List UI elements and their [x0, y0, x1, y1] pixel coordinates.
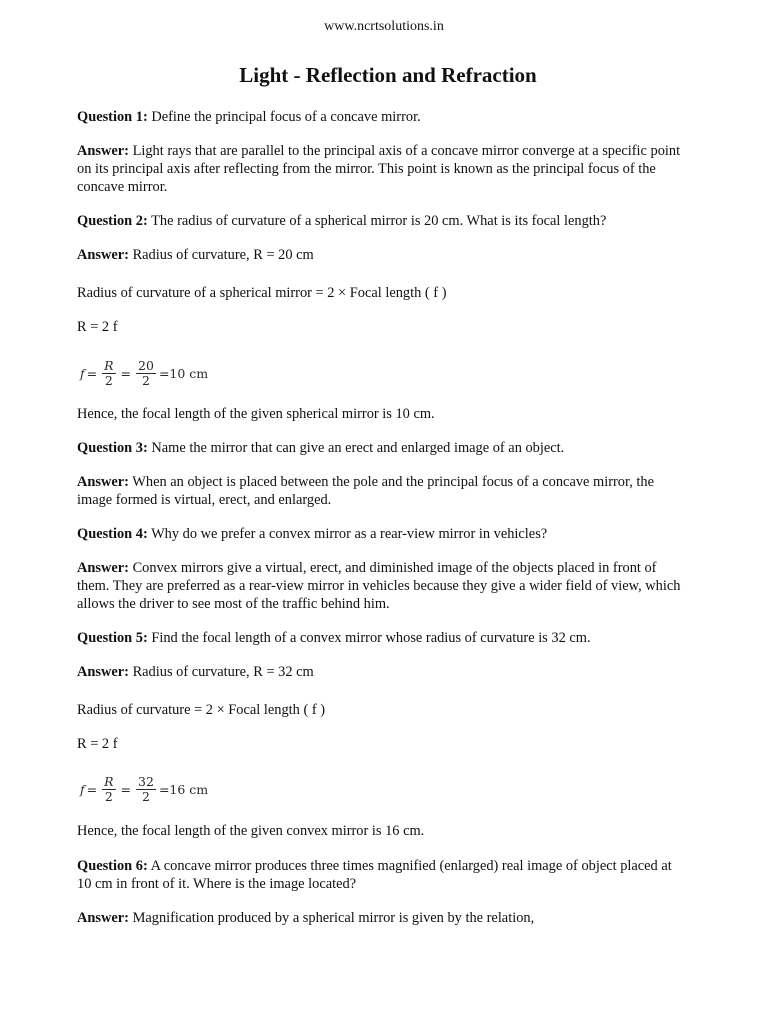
- answer-3-label: Answer:: [77, 474, 129, 490]
- answer-6-text: Magnification produced by a spherical mirror is given by the relation,: [128, 910, 535, 926]
- answer-4-text: Convex mirrors give a virtual, erect, and diminished image of the objects placed in front of them. They are preferred as a rear-view mirror in vehicles because they give a wider field of view, which allows the driver to see most of the traffic behind him.: [77, 560, 681, 612]
- formula-equals: =: [120, 365, 132, 381]
- answer-2-conclusion: Hence, the focal length of the given spherical mirror is 10 cm.: [77, 406, 435, 422]
- focal-length-formula-q2: [80, 356, 208, 390]
- formula-denominator: 2: [104, 788, 113, 804]
- formula-lhs: f: [80, 781, 85, 797]
- answer-5-equation: R = 2 f: [77, 736, 118, 752]
- answer-4-label: Answer:: [77, 560, 129, 576]
- answer-2-label: Answer:: [77, 247, 129, 263]
- question-2-label: Question 2:: [77, 213, 148, 229]
- answer-5-conclusion: Hence, the focal length of the given convex mirror is 16 cm.: [77, 823, 425, 839]
- formula-fraction-symbolic: [102, 775, 115, 804]
- question-4: [77, 525, 689, 543]
- formula-denominator: 2: [104, 372, 113, 388]
- formula-lhs: f: [80, 365, 85, 381]
- question-2: [77, 212, 689, 230]
- answer-2-relation: Radius of curvature of a spherical mirror = 2 × Focal length ( f ): [77, 285, 447, 301]
- formula-numerator: 32: [138, 773, 154, 789]
- answer-2-text: Radius of curvature, R = 20 cm: [128, 247, 314, 263]
- question-1: [77, 108, 689, 126]
- formula-result: =16 cm: [158, 781, 209, 797]
- formula-numerator: R: [104, 357, 114, 373]
- question-1-label: Question 1:: [77, 109, 148, 125]
- formula-numerator: R: [104, 773, 114, 789]
- page-title: Light - Reflection and Refraction: [239, 63, 537, 87]
- answer-2: [77, 246, 689, 264]
- formula-denominator: 2: [142, 372, 150, 388]
- answer-5-relation: Radius of curvature = 2 × Focal length ( f ): [77, 702, 326, 718]
- question-4-text: Why do we prefer a convex mirror as a rear-view mirror in vehicles?: [147, 526, 548, 542]
- question-3: [77, 439, 689, 457]
- formula-equals: =: [86, 365, 98, 381]
- question-6-text: A concave mirror produces three times magnified (enlarged) real image of object placed at 10 cm in front of it. Where is the image located?: [77, 858, 672, 892]
- answer-4: [77, 559, 689, 613]
- answer-1: [77, 142, 689, 196]
- focal-length-formula-q5: [80, 772, 208, 806]
- question-1-text: Define the principal focus of a concave mirror.: [147, 109, 421, 125]
- question-5-text: Find the focal length of a convex mirror whose radius of curvature is 32 cm.: [147, 630, 591, 646]
- question-4-label: Question 4:: [77, 526, 148, 542]
- question-6: [77, 857, 689, 893]
- answer-5-label: Answer:: [77, 664, 129, 680]
- question-5: [77, 629, 689, 647]
- answer-1-label: Answer:: [77, 143, 129, 159]
- formula-fraction-symbolic: [102, 359, 115, 388]
- answer-3-text: When an object is placed between the pole and the principal focus of a concave mirror, the image formed is virtual, erect, and enlarged.: [77, 474, 654, 508]
- question-3-label: Question 3:: [77, 440, 148, 456]
- question-2-text: The radius of curvature of a spherical mirror is 20 cm. What is its focal length?: [147, 213, 607, 229]
- formula-equals: =: [86, 781, 98, 797]
- question-6-label: Question 6:: [77, 858, 148, 874]
- question-3-text: Name the mirror that can give an erect and enlarged image of an object.: [147, 440, 565, 456]
- formula-fraction-numeric: [136, 775, 156, 804]
- formula-fraction-numeric: [136, 359, 156, 388]
- question-5-label: Question 5:: [77, 630, 148, 646]
- answer-2-equation: R = 2 f: [77, 319, 118, 335]
- answer-5: [77, 663, 689, 681]
- answer-1-text: Light rays that are parallel to the principal axis of a concave mirror converge at a specific point on its principal axis after reflecting from the mirror. This point is known as the principal focus of the concave mirror.: [77, 143, 681, 195]
- formula-denominator: 2: [142, 788, 150, 804]
- answer-6-label: Answer:: [77, 910, 129, 926]
- answer-5-text: Radius of curvature, R = 32 cm: [128, 664, 314, 680]
- formula-result: =10 cm: [158, 365, 209, 381]
- formula-numerator: 20: [138, 357, 154, 373]
- formula-equals: =: [120, 781, 132, 797]
- answer-6: [77, 909, 689, 927]
- answer-3: [77, 473, 689, 509]
- site-url[interactable]: www.ncrtsolutions.in: [324, 19, 444, 34]
